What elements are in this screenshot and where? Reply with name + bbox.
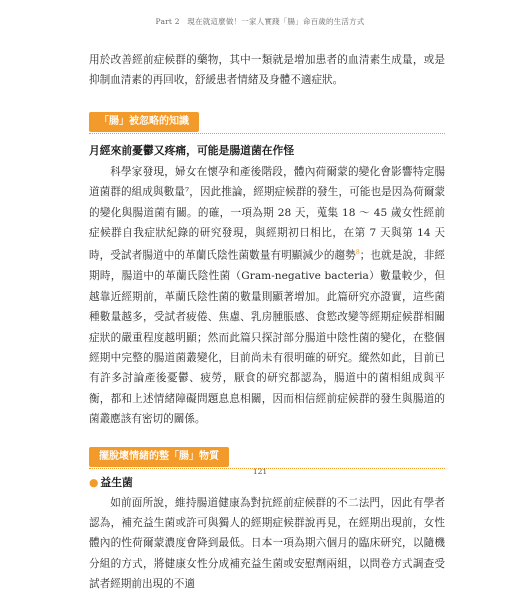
running-head: Part 2 現在就這麼做！一家人實踐「腸」命百歲的生活方式 (155, 17, 365, 26)
bullet-dot-icon: ● (89, 475, 99, 489)
intro-paragraph: 用於改善經前症候群的藥物，其中一類就是增加患者的血清素生成量，或是抑制血清素的再回收，舒緩患者情緒及身體不適症狀。 (89, 54, 445, 87)
body-paragraph (89, 162, 445, 430)
section-tag-knowledge: 「腸」被忽略的知識 (89, 112, 199, 132)
section-tag-substances: 擺脫壞情緒的整「腸」物質 (89, 447, 229, 467)
footnote-ref: 8 (355, 249, 360, 257)
body-text-part2: ；也就是說，非經期時，腸道中的革蘭氏陰性菌（Gram-negative bacteria）數量較少，但越靠近經期前，革蘭氏陰性菌的數量則顯著增加。此篇研究亦證實，這些菌種數量越多，受試者疲倦、焦慮、乳房腫脹感、食慾改變等經期症候群相關症狀的嚴重程度越明顯；然而此篇只探討部分腸道中陰性菌的變化，在整個經期中完整的腸道菌叢變化，目前尚未有很明確的研究。縱然如此，目前已有許多討論產後憂鬱、疲勞，厭食的研究都認為，腸道中的菌相組成與平衡，都和上述情緒障礙問題息息相關，因而相信經前症候群的發生與腸道的菌叢應該有密切的關係。 (89, 249, 446, 426)
body-text-part1: 科學家發現，婦女在懷孕和產後階段，體內荷爾蒙的變化會影響特定腸道菌群的組成與數量⁷，因此推論，經期症候群的發生，可能也是因為荷爾蒙的變化與腸道菌有關。的確，一項為期 28 天，蒐集 18 ～ 45 歲女性經前症候群自我症狀紀錄的研究發現，與經期初日相比，在第 7 天與第 14 天時，受試者腸道中的革蘭氏陰性菌數量有明顯減少的趨勢 (89, 165, 445, 262)
bullet-label: 益生菌 (100, 475, 133, 489)
subheading: 月經來前憂鬱又疼痛，可能是腸道菌在作怪 (89, 143, 295, 157)
page-number: 121 (252, 467, 268, 476)
body-paragraph: 如前面所說，維持腸道健康為對抗經前症候群的不二法門，因此有學者認為，補充益生菌或許可與獨人的經期症候群說再見，在經期出現前，女性體內的性荷爾蒙濃度會降到最低。日本一項為期六個月的臨床研究，以隨機分組的方式，將健康女性分成補充益生菌或安慰劑兩組，以問卷方式調查受試者經期前出現的不適 (89, 496, 445, 591)
page-content (89, 50, 445, 595)
section-divider (89, 133, 445, 134)
section-knowledge (89, 111, 445, 430)
